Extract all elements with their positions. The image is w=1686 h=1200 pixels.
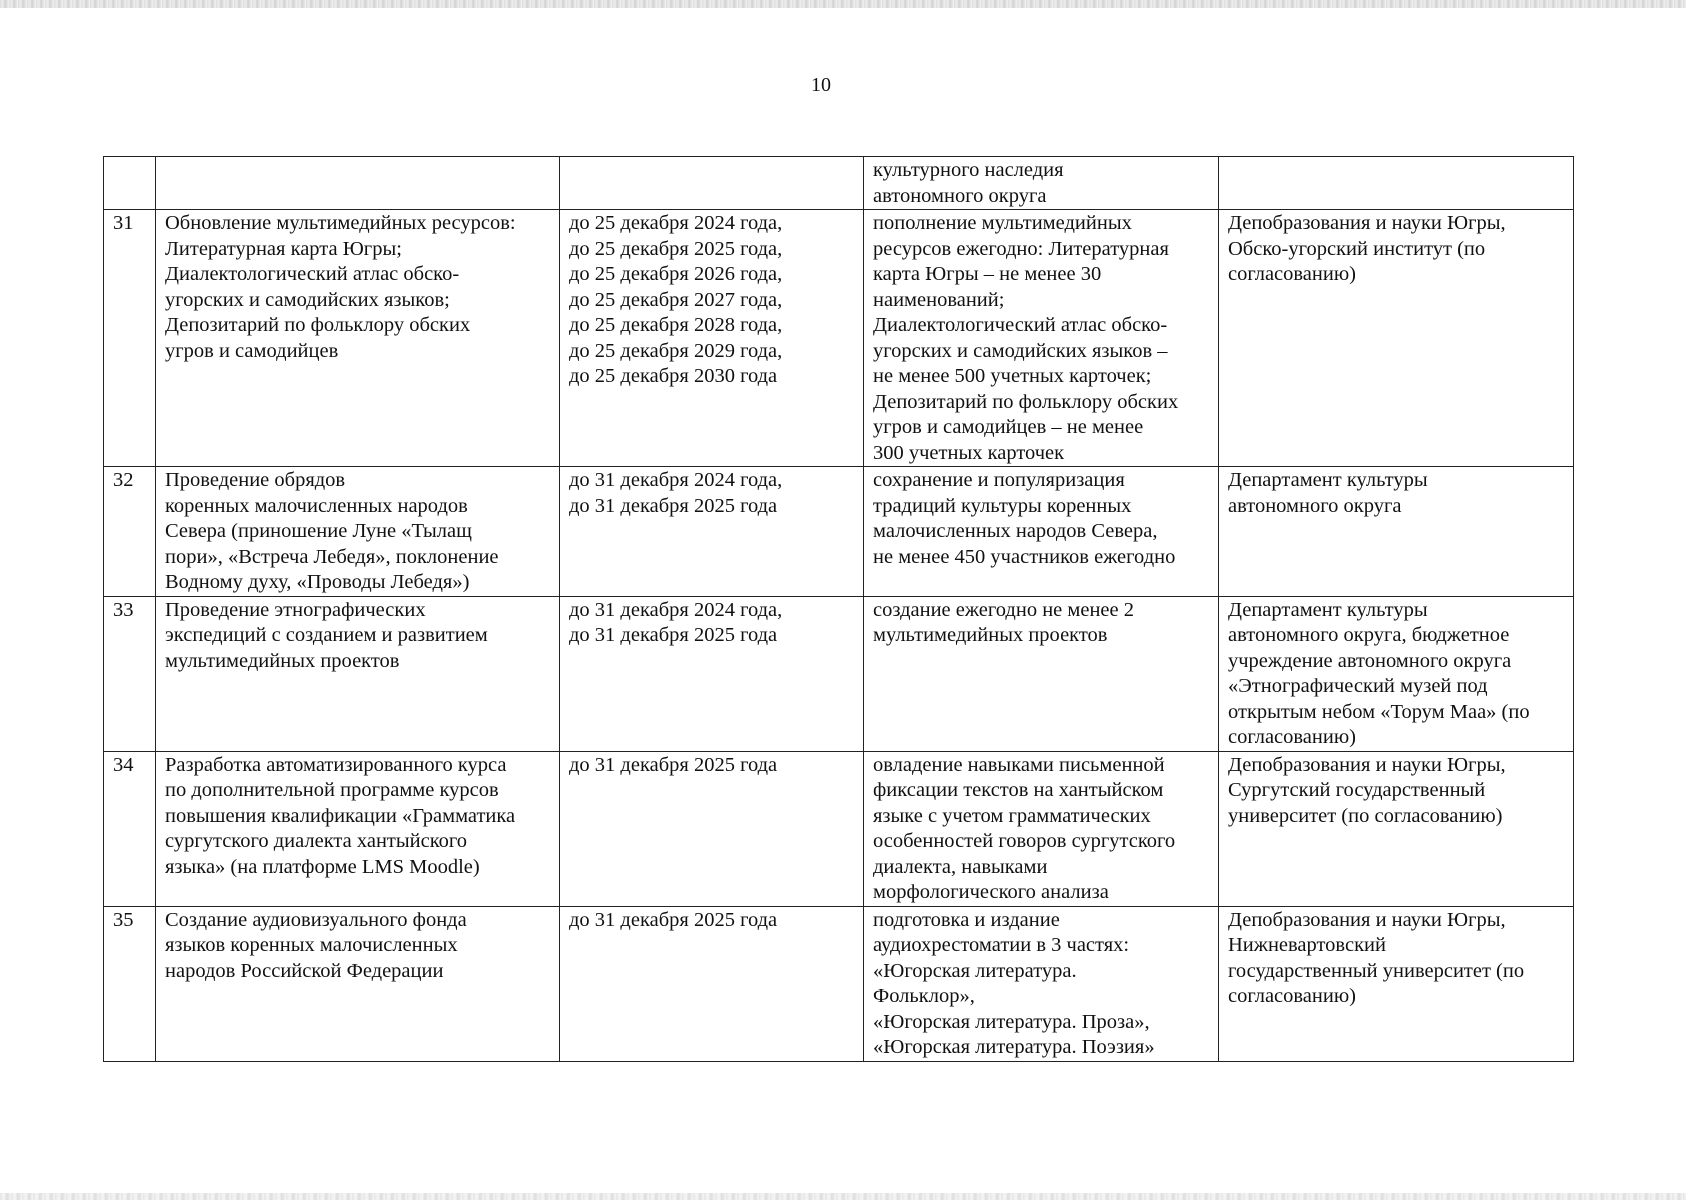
text-line: Обновление мультимедийных ресурсов:	[165, 212, 516, 234]
cell-event	[156, 157, 560, 210]
text-line: до 31 декабря 2025 года	[569, 494, 778, 517]
text-line: по дополнительной программе курсов	[165, 779, 499, 801]
text-line: Диалектологический атлас обско-	[873, 314, 1168, 336]
cell-deadline	[560, 906, 864, 1061]
text-line: пори», «Встреча Лебедя», поклонение	[165, 545, 499, 568]
text-line: согласованию)	[1228, 263, 1356, 285]
text-line: угорских и самодийских языков;	[165, 288, 450, 311]
text-line: особенностей говоров сургутского	[873, 830, 1176, 852]
cell-deadline	[560, 210, 864, 467]
text-line: мультимедийных проектов	[165, 649, 400, 672]
table-row-35	[104, 906, 1574, 1061]
table-row-34	[104, 751, 1574, 906]
text-line: Депозитарий по фольклору обских	[165, 314, 471, 336]
text-line: Диалектологический атлас обско-	[165, 263, 460, 285]
text-line: морфологического анализа	[873, 881, 1109, 903]
text-line: культурного наследия	[873, 159, 1064, 181]
text-line: Создание аудиовизуального фонда	[165, 908, 467, 931]
text-line: диалекта, навыками	[873, 855, 1048, 878]
text-line: Депобразования и науки Югры,	[1228, 212, 1506, 234]
cell-event	[156, 210, 560, 467]
cell-result	[864, 596, 1219, 751]
text-line: не менее 500 учетных карточек;	[873, 365, 1152, 387]
cell-result	[864, 467, 1219, 597]
text-line: Разработка автоматизированного курса	[165, 753, 507, 776]
text-line: Проведение этнографических	[165, 598, 426, 621]
text-line: Нижневартовский	[1228, 934, 1386, 956]
text-line: Департамент культуры	[1228, 469, 1428, 491]
cell-number: 31	[104, 210, 156, 467]
cell-number: 33	[104, 596, 156, 751]
text-line: создание ежегодно не менее 2	[873, 598, 1135, 621]
cell-deadline	[560, 751, 864, 906]
text-line: до 25 декабря 2025 года,	[569, 237, 783, 260]
text-line: учреждение автономного округа	[1228, 649, 1512, 672]
text-line: согласованию)	[1228, 985, 1356, 1007]
cell-result	[864, 906, 1219, 1061]
cell-deadline	[560, 596, 864, 751]
text-line: Проведение обрядов	[165, 469, 346, 491]
text-line: до 31 декабря 2025 года	[569, 753, 778, 776]
table-row-31	[104, 210, 1574, 467]
text-line: до 25 декабря 2029 года,	[569, 339, 783, 362]
cell-responsible	[1219, 210, 1574, 467]
text-line: Литературная карта Югры;	[165, 237, 402, 260]
text-line: Водному духу, «Проводы Лебедя»)	[165, 571, 470, 593]
text-line: Депозитарий по фольклору обских	[873, 390, 1179, 413]
text-line: Фольклор»,	[873, 985, 975, 1007]
text-line: языка» (на платформе LMS Moodle)	[165, 855, 480, 878]
cell-responsible	[1219, 751, 1574, 906]
text-line: карта Югры – не менее 30	[873, 263, 1102, 285]
text-line: до 31 декабря 2025 года	[569, 624, 778, 646]
text-line: автономного округа	[1228, 494, 1402, 517]
scan-edge-bottom	[0, 1193, 1686, 1200]
cell-responsible	[1219, 467, 1574, 597]
text-line: Депобразования и науки Югры,	[1228, 908, 1506, 931]
cell-responsible	[1219, 596, 1574, 751]
text-line: мультимедийных проектов	[873, 624, 1108, 646]
table-row-33	[104, 596, 1574, 751]
text-line: овладение навыками письменной	[873, 753, 1165, 776]
text-line: до 25 декабря 2026 года,	[569, 263, 783, 285]
text-line: языков коренных малочисленных	[165, 934, 458, 956]
text-line: «Югорская литература. Проза»,	[873, 1010, 1150, 1033]
text-line: Севера (приношение Луне «Тылащ	[165, 520, 472, 542]
text-line: до 25 декабря 2030 года	[569, 365, 778, 387]
text-line: пополнение мультимедийных	[873, 212, 1132, 234]
text-line: угров и самодийцев	[165, 339, 339, 362]
text-line: коренных малочисленных народов	[165, 494, 468, 517]
text-line: Депобразования и науки Югры,	[1228, 753, 1506, 776]
text-line: государственный университет (по	[1228, 959, 1525, 982]
cell-responsible	[1219, 906, 1574, 1061]
cell-event	[156, 467, 560, 597]
text-line: повышения квалификации «Грамматика	[165, 804, 516, 827]
text-line: Департамент культуры	[1228, 598, 1428, 621]
table-row-32	[104, 467, 1574, 597]
cell-event	[156, 596, 560, 751]
text-line: языке с учетом грамматических	[873, 804, 1151, 827]
text-line: угров и самодийцев – не менее	[873, 416, 1144, 438]
text-line: до 31 декабря 2024 года,	[569, 598, 783, 621]
text-line: «Югорская литература. Поэзия»	[873, 1036, 1155, 1058]
text-line: подготовка и издание	[873, 908, 1060, 931]
text-line: «Этнографический музей под	[1228, 675, 1488, 697]
text-line: до 31 декабря 2024 года,	[569, 469, 783, 491]
text-line: Обско-угорский институт (по	[1228, 237, 1486, 260]
cell-event	[156, 751, 560, 906]
cell-number	[104, 157, 156, 210]
cell-result	[864, 210, 1219, 467]
text-line: «Югорская литература.	[873, 959, 1077, 982]
text-line: до 25 декабря 2024 года,	[569, 212, 783, 234]
text-line: до 25 декабря 2028 года,	[569, 314, 783, 336]
text-line: малочисленных народов Севера,	[873, 520, 1158, 542]
text-line: угорских и самодийских языков –	[873, 339, 1168, 362]
cell-responsible	[1219, 157, 1574, 210]
scan-edge-top	[0, 0, 1686, 8]
text-line: не менее 450 участников ежегодно	[873, 545, 1176, 568]
text-line: Сургутский государственный	[1228, 779, 1486, 801]
text-line: аудиохрестоматии в 3 частях:	[873, 934, 1130, 956]
cell-result	[864, 751, 1219, 906]
text-line: согласованию)	[1228, 726, 1356, 748]
text-line: ресурсов ежегодно: Литературная	[873, 237, 1169, 260]
page-number: 10	[811, 74, 831, 96]
cell-number: 35	[104, 906, 156, 1061]
cell-number: 32	[104, 467, 156, 597]
text-line: фиксации текстов на хантыйском	[873, 779, 1164, 801]
table-row-continuation	[104, 157, 1574, 210]
text-line: автономного округа	[873, 184, 1047, 207]
text-line: до 31 декабря 2025 года	[569, 908, 778, 931]
cell-deadline	[560, 157, 864, 210]
cell-event	[156, 906, 560, 1061]
text-line: открытым небом «Торум Маа» (по	[1228, 700, 1530, 723]
text-line: 300 учетных карточек	[873, 441, 1065, 464]
text-line: сургутского диалекта хантыйского	[165, 830, 468, 852]
text-line: до 25 декабря 2027 года,	[569, 288, 783, 311]
text-line: традиций культуры коренных	[873, 494, 1132, 517]
activities-table	[103, 156, 1574, 1062]
text-line: автономного округа, бюджетное	[1228, 624, 1510, 646]
cell-result	[864, 157, 1219, 210]
text-line: наименований;	[873, 288, 1005, 311]
cell-number: 34	[104, 751, 156, 906]
text-line: народов Российской Федерации	[165, 959, 444, 982]
cell-deadline	[560, 467, 864, 597]
text-line: экспедиций с созданием и развитием	[165, 624, 488, 646]
text-line: сохранение и популяризация	[873, 469, 1125, 491]
text-line: университет (по согласованию)	[1228, 804, 1503, 827]
